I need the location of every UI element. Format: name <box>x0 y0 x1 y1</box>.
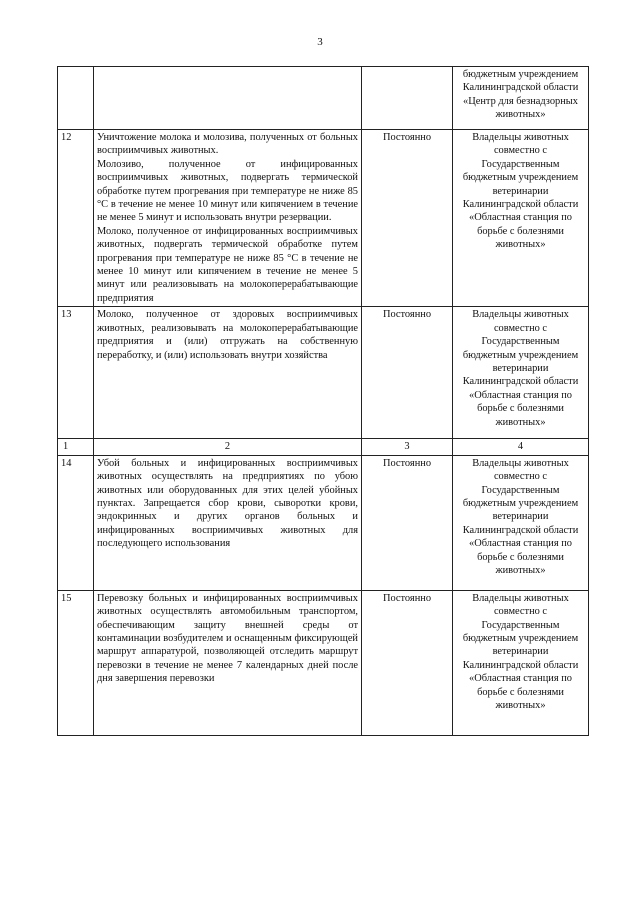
column-number: 4 <box>453 439 589 455</box>
description-paragraph: Уничтожение молока и молозива, полученных от больных восприимчивых животных. <box>97 132 358 157</box>
row-number-cell: 13 <box>58 307 94 439</box>
period-cell: Постоянно <box>362 590 453 735</box>
responsible-cell: Владельцы животных совместно с Государственным бюджетным учреждением ветеринарии Калининградской области «Областная станция по борьбе с болезнями животных» <box>453 590 589 735</box>
column-number: 3 <box>362 439 453 455</box>
description-paragraph: Молоко, полученное от инфицированных восприимчивых животных, подвергать термической обработке путем прогревания при температуре не ниже 85 °С в течение не менее 10 минут или кипячением в течение не менее 5 минут или реализовывать на молокоперерабатывающие предприятия <box>97 225 358 304</box>
column-number: 1 <box>58 439 94 455</box>
table-row <box>58 455 589 590</box>
description-cell <box>94 67 362 130</box>
table-row <box>58 307 589 439</box>
column-number-row <box>58 439 589 455</box>
description-cell <box>94 130 362 307</box>
row-number-cell: 15 <box>58 590 94 735</box>
row-number-cell: 14 <box>58 455 94 590</box>
responsible-cell: Владельцы животных совместно с Государственным бюджетным учреждением ветеринарии Калининградской области «Областная станция по борьбе с болезнями животных» <box>453 307 589 439</box>
responsible-cell: Владельцы животных совместно с Государственным бюджетным учреждением ветеринарии Калининградской области «Областная станция по борьбе с болезнями животных» <box>453 455 589 590</box>
row-number-cell: 12 <box>58 130 94 307</box>
responsible-cell: Владельцы животных совместно с Государственным бюджетным учреждением ветеринарии Калининградской области «Областная станция по борьбе с болезнями животных» <box>453 130 589 307</box>
row-number-cell <box>58 67 94 130</box>
description-paragraph: Молозиво, полученное от инфицированных восприимчивых животных, подвергать термической обработке путем прогревания при температуре не ниже 85 °С в течение не менее 10 минут или кипячением в течение не менее 5 минут и использовать внутри резервации. <box>97 158 358 224</box>
description-cell: Убой больных и инфицированных восприимчивых животных осуществлять на предприятиях по убою животных или оборудованных для этих целей убойных пунктах. Запрещается сбор крови, сыворотки крови, эндокринных и других органов больных и инфицированных восприимчивых животных для последующего использования <box>94 455 362 590</box>
period-cell: Постоянно <box>362 455 453 590</box>
period-cell: Постоянно <box>362 307 453 439</box>
column-number: 2 <box>94 439 362 455</box>
description-cell: Перевозку больных и инфицированных восприимчивых животных осуществлять автомобильным транспортом, обеспечивающим защиту внешней среды от контаминации возбудителем и оснащенным фиксирующей маршрут аппаратурой, позволяющей отследить маршрут перевозки в течение не менее 7 календарных дней после дня завершения перевозки <box>94 590 362 735</box>
period-cell: Постоянно <box>362 130 453 307</box>
table-row <box>58 590 589 735</box>
table-row <box>58 130 589 307</box>
table-row <box>58 67 589 130</box>
responsible-cell: бюджетным учреждением Калининградской области «Центр для безнадзорных животных» <box>453 67 589 130</box>
description-cell: Молоко, полученное от здоровых восприимчивых животных, реализовывать на молокоперерабатывающие предприятия и (или) отгружать на собственную переработку, и (или) использовать внутри хозяйства <box>94 307 362 439</box>
page-number: 3 <box>317 36 323 48</box>
measures-table <box>57 66 589 736</box>
period-cell <box>362 67 453 130</box>
